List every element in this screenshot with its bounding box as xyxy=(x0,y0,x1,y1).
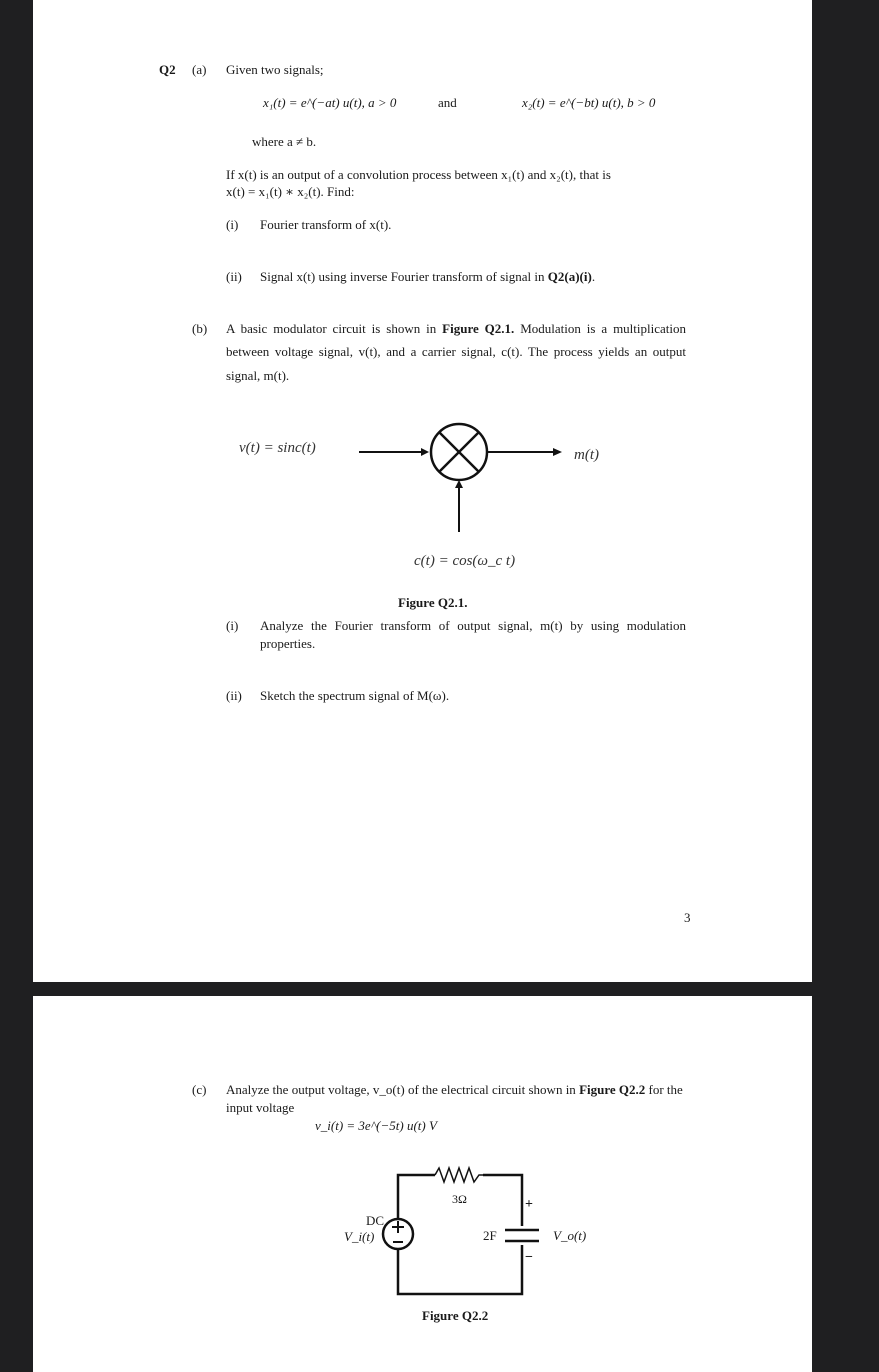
output-voltage-label: V_o(t) xyxy=(553,1228,587,1243)
a-i-text: Fourier transform of x(t). xyxy=(260,217,392,232)
output-minus-label: − xyxy=(525,1250,533,1265)
figure-q22-caption: Figure Q2.2 xyxy=(422,1308,489,1323)
part-c-line-1: Analyze the output voltage, v_o(t) of the electrical circuit shown in Figure Q2.2 for the xyxy=(226,1082,683,1097)
source-voltage-label: V_i(t) xyxy=(344,1229,375,1244)
resistor-label: 3Ω xyxy=(452,1192,467,1206)
question-label: Q2 xyxy=(159,62,176,77)
output-plus-label: + xyxy=(525,1197,533,1212)
part-a-label: (a) xyxy=(192,62,207,77)
part-c-label: (c) xyxy=(192,1082,207,1097)
capacitor-label: 2F xyxy=(483,1228,497,1243)
b-ii-label: (ii) xyxy=(226,688,242,703)
where-condition: where a ≠ b. xyxy=(252,134,317,149)
figure-q21-diagram xyxy=(33,400,812,600)
resistor-zigzag xyxy=(435,1168,483,1182)
a-ii-label: (ii) xyxy=(226,269,242,284)
document-page-1 xyxy=(33,0,812,982)
b-i-line-2: properties. xyxy=(260,636,316,651)
page-number: 3 xyxy=(684,910,691,925)
a-ii-text: Signal x(t) using inverse Fourier transform of signal in Q2(a)(i). xyxy=(260,269,596,284)
wire-bottom xyxy=(398,1245,522,1294)
carrier-signal-label: c(t) = cos(ω_c t) xyxy=(414,553,516,569)
document-page-2 xyxy=(33,996,812,1372)
convolution-line-1: If x(t) is an output of a convolution process between x₁(t) and x₂(t), that is xyxy=(226,167,611,182)
figure-q22-reference: Figure Q2.2 xyxy=(579,1082,646,1097)
source-type-label: DC xyxy=(366,1213,385,1228)
wire-left-top xyxy=(398,1175,435,1220)
a-ii-reference: Q2(a)(i) xyxy=(547,269,592,284)
part-b-line-3: signal, m(t). xyxy=(226,368,290,383)
wire-right-top xyxy=(483,1175,522,1226)
convolution-line-2: x(t) = x₁(t) ∗ x₂(t). Find: xyxy=(226,184,355,199)
b-ii-text: Sketch the spectrum signal of M(ω). xyxy=(260,688,450,703)
b-i-label: (i) xyxy=(226,618,239,633)
a-i-label: (i) xyxy=(226,217,239,232)
output-signal-label: m(t) xyxy=(574,447,599,463)
figure-q21-reference: Figure Q2.1. xyxy=(442,321,515,336)
x1-equation: x₁(t) = e^(−at) u(t), a > 0 xyxy=(263,95,397,110)
input-voltage-equation: v_i(t) = 3e^(−5t) u(t) V xyxy=(315,1118,437,1133)
x2-equation: x₂(t) = e^(−bt) u(t), b > 0 xyxy=(522,95,656,110)
carrier-arrowhead xyxy=(455,480,463,488)
part-b-line-2: between voltage signal, v(t), and a carrier signal, c(t). The process yields an output xyxy=(226,344,686,359)
part-b-line-1: A basic modulator circuit is shown in Figure Q2.1. Modulation is a multiplication xyxy=(226,321,686,336)
figure-q21-caption: Figure Q2.1. xyxy=(398,595,468,610)
input-signal-label: v(t) = sinc(t) xyxy=(239,440,316,456)
part-a-intro: Given two signals; xyxy=(226,62,324,77)
part-c-line-2: input voltage xyxy=(226,1100,295,1115)
and-text: and xyxy=(438,95,457,110)
output-arrowhead xyxy=(553,448,562,456)
part-b-label: (b) xyxy=(192,321,208,336)
b-i-line-1: Analyze the Fourier transform of output signal, m(t) by using modulation xyxy=(260,618,686,633)
input-arrowhead xyxy=(421,448,429,456)
